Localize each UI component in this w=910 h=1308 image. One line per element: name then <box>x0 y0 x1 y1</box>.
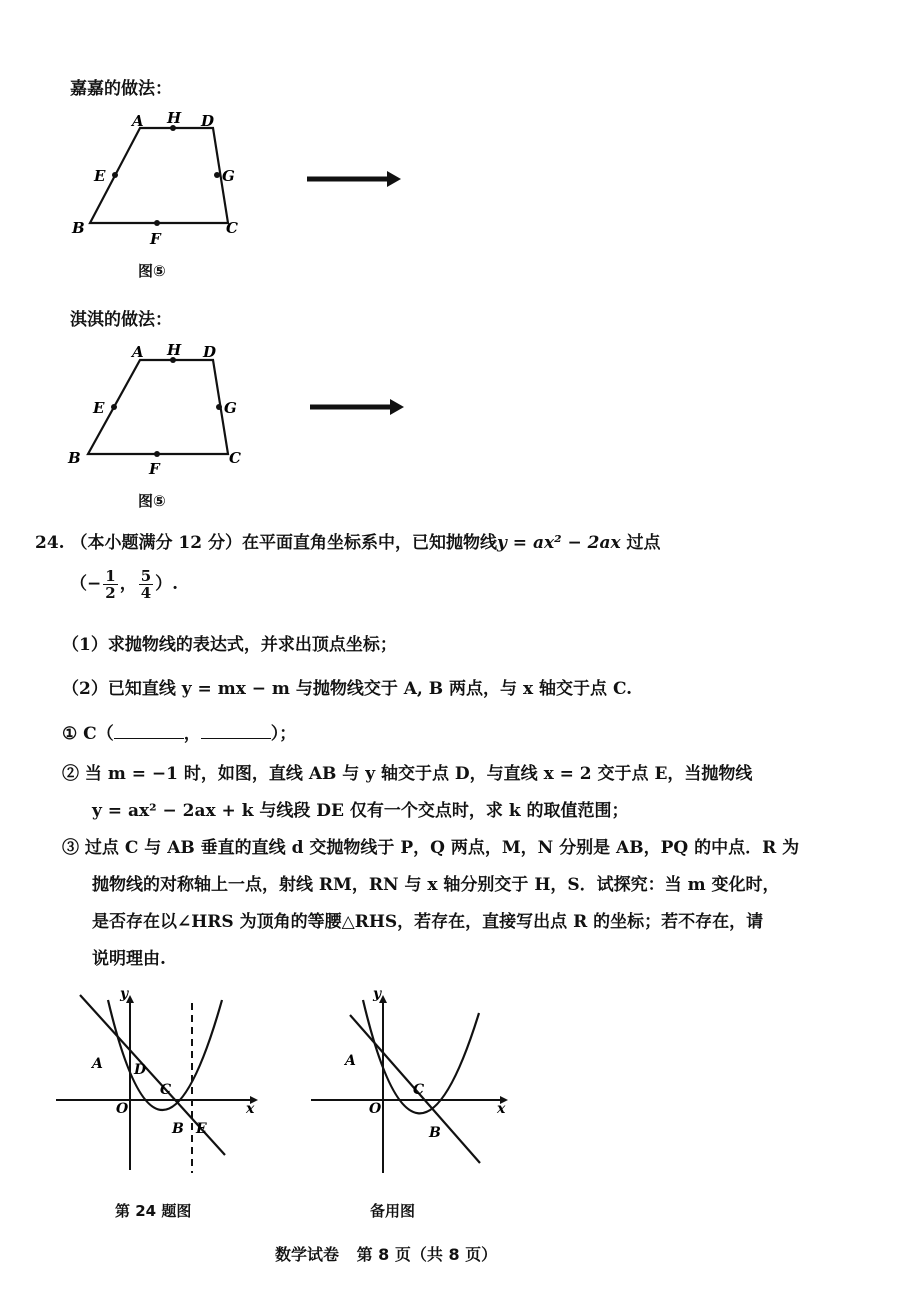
label-h: H <box>167 109 182 127</box>
point-e <box>112 172 118 178</box>
graph-24-caption: 第 24 题图 <box>115 1202 192 1220</box>
label-c: C <box>226 219 238 237</box>
point-e <box>111 404 117 410</box>
label-a: A <box>92 1056 103 1072</box>
stem-end: 过点 <box>626 533 661 553</box>
jiajia-arrow-icon <box>305 168 405 190</box>
label-f: F <box>149 460 160 478</box>
label-h: H <box>167 341 182 359</box>
label-o: O <box>369 1101 382 1117</box>
label-c: C <box>229 449 241 467</box>
problem-24-stem <box>35 531 661 555</box>
trapezoid-abcd <box>88 360 228 454</box>
sub3-line-3: 是否存在以∠HRS 为顶角的等腰△RHS，若存在，直接写出点 R 的坐标；若不存在，请 <box>92 912 764 932</box>
score-note: （本小题满分 12 分） <box>70 533 242 553</box>
footer-page-info: 第 8 页（共 8 页） <box>356 1245 498 1264</box>
label-x: x <box>246 1101 255 1117</box>
part-1: （1）求抛物线的表达式，并求出顶点坐标； <box>62 635 397 655</box>
y-fraction: $\frac{5}{4}$ <box>140 567 152 602</box>
label-f: F <box>150 230 161 248</box>
sub2-line-1: ② 当 m = −1 时，如图，直线 AB 与 y 轴交于点 D，与直线 x = 2 交于点 E，当抛物线 <box>62 764 753 784</box>
point-g <box>216 404 222 410</box>
label-a: A <box>132 112 144 130</box>
point-close: ）. <box>155 574 179 594</box>
graph-24-figure <box>50 985 270 1185</box>
trapezoid-abcd <box>90 128 228 223</box>
point-g <box>214 172 220 178</box>
qiqi-trapezoid-figure <box>60 335 260 485</box>
label-a: A <box>132 343 144 361</box>
point-sep: ， <box>119 574 137 594</box>
x-fraction: $\frac{1}{2}$ <box>105 567 116 602</box>
answer-blank-x[interactable] <box>114 720 184 739</box>
sub3-line-1: ③ 过点 C 与 AB 垂直的直线 d 交抛物线于 P，Q 两点，M，N 分别是 AB，PQ 的中点．R 为 <box>62 838 800 858</box>
sub3-line-2: 抛物线的对称轴上一点，射线 RM，RN 与 x 轴分别交于 H，S．试探究：当 m 变化时， <box>92 875 780 895</box>
part-2: （2）已知直线 y = mx − m 与抛物线交于 A, B 两点，与 x 轴交于点 C. <box>62 679 633 699</box>
sub-question-1 <box>62 720 296 746</box>
label-b: B <box>172 1121 184 1137</box>
label-o: O <box>116 1101 129 1117</box>
label-b: B <box>68 449 81 467</box>
label-x: x <box>497 1101 506 1117</box>
footer-subject: 数学试卷 <box>275 1245 340 1264</box>
qiqi-arrow-icon <box>308 396 408 418</box>
label-e: E <box>196 1121 207 1137</box>
problem-number: 24. <box>35 533 65 553</box>
point-f <box>154 451 160 457</box>
qiqi-heading: 淇淇的做法： <box>70 310 172 330</box>
label-b: B <box>72 219 85 237</box>
jiajia-figure-caption: 图⑤ <box>138 262 166 280</box>
stem-text: 在平面直角坐标系中，已知抛物线 <box>242 533 497 553</box>
given-point <box>70 568 178 601</box>
sub1-prefix: ① C（ <box>62 724 114 744</box>
answer-blank-y[interactable] <box>201 720 271 739</box>
qiqi-figure-caption: 图⑤ <box>138 492 166 510</box>
point-open: （− <box>70 574 102 594</box>
label-g: G <box>222 167 235 185</box>
sub1-comma: ， <box>183 724 201 744</box>
label-e: E <box>93 399 105 417</box>
label-b: B <box>429 1125 441 1141</box>
label-a: A <box>345 1053 356 1069</box>
backup-graph-caption: 备用图 <box>370 1202 416 1220</box>
label-y: y <box>373 986 382 1002</box>
label-d: D <box>203 343 217 361</box>
sub2-line-2: y = ax² − 2ax + k 与线段 DE 仅有一个交点时，求 k 的取值范围； <box>92 801 629 821</box>
page-footer <box>275 1242 497 1265</box>
backup-graph-figure <box>305 985 525 1185</box>
point-f <box>154 220 160 226</box>
parabola-equation: y = ax² − 2ax <box>497 533 621 553</box>
label-d: D <box>201 112 215 130</box>
sub1-suffix: ）； <box>270 724 297 744</box>
label-d: D <box>134 1062 147 1078</box>
label-y: y <box>120 986 129 1002</box>
label-c: C <box>160 1082 172 1098</box>
label-c: C <box>413 1082 425 1098</box>
jiajia-trapezoid-figure <box>60 105 260 255</box>
label-e: E <box>94 167 106 185</box>
jiajia-heading: 嘉嘉的做法： <box>70 79 172 99</box>
label-g: G <box>224 399 237 417</box>
sub3-line-4: 说明理由. <box>92 949 166 969</box>
